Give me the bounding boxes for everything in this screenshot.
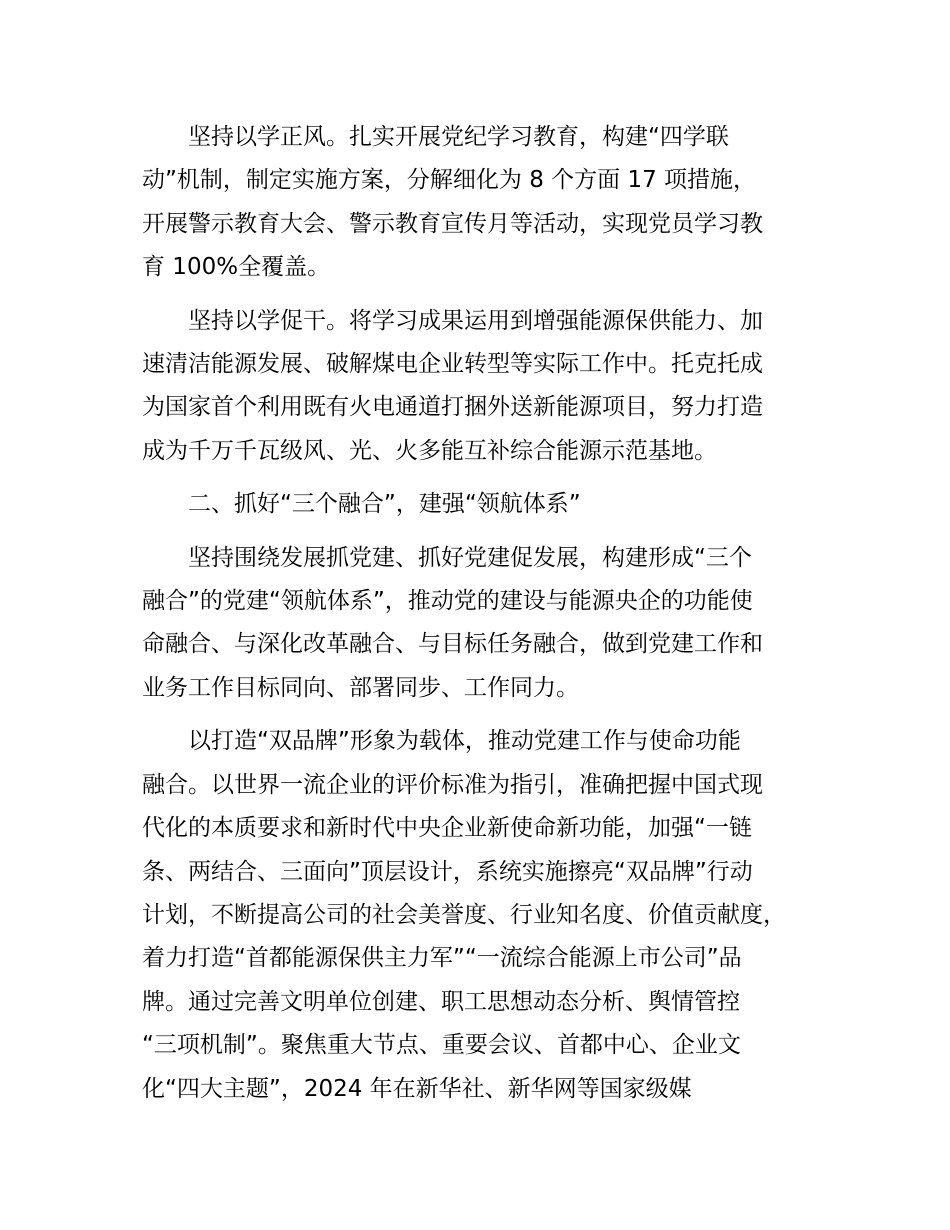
paragraph-study-work (142, 300, 832, 474)
text-line: 以打造“双品牌”形象为载体，推动党建工作与使命功能 (188, 728, 741, 755)
text-line: 化“四大主题”，2024 年在新华社、新华网等国家级媒 (142, 1075, 692, 1102)
section-heading (142, 483, 832, 526)
text-line: 融合”的党建“领航体系”，推动党的建设与能源央企的功能使 (142, 588, 753, 615)
paragraph-three-integrations (142, 537, 832, 711)
paragraph-dual-brand (142, 720, 832, 1111)
text-line: 为国家首个利用既有火电通道打捆外送新能源项目，努力打造 (142, 394, 763, 421)
text-line: 育 100%全覆盖。 (142, 254, 331, 281)
text-line: 条、两结合、三面向”顶层设计，系统实施擦亮“双品牌”行动 (142, 858, 753, 885)
text-line: 着力打造“首都能源保供主力军”“一流综合能源上市公司”品 (142, 945, 742, 972)
text-line: 融合。以世界一流企业的评价标准为指引，准确把握中国式现 (142, 771, 763, 798)
text-line: 坚持以学促干。将学习成果运用到增强能源保供能力、加 (188, 307, 763, 334)
text-line: 计划，不断提高公司的社会美誉度、行业知名度、价值贡献度， (142, 901, 786, 928)
text-line: 开展警示教育大会、警示教育宣传月等活动，实现党员学习教 (142, 210, 763, 237)
text-line: 坚持以学正风。扎实开展党纪学习教育，构建“四学联 (188, 124, 729, 150)
text-line: 成为千万千瓦级风、光、火多能互补综合能源示范基地。 (142, 437, 717, 464)
text-line: 牌。通过完善文明单位创建、职工思想动态分析、舆情管控 (142, 988, 740, 1015)
text-line: 坚持围绕发展抓党建、抓好党建促发展，构建形成“三个 (188, 544, 752, 571)
text-line: 动”机制，制定实施方案，分解细化为 8 个方面 17 项措施， (142, 167, 757, 194)
text-line: 速清洁能源发展、破解煤电企业转型等实际工作中。托克托成 (142, 351, 763, 378)
paragraph-study-style (142, 116, 832, 290)
document-body (142, 116, 832, 1121)
text-line: 业务工作目标同向、部署同步、工作同力。 (142, 674, 579, 701)
text-line: 命融合、与深化改革融合、与目标任务融合，做到党建工作和 (142, 631, 763, 658)
text-line: “三项机制”。聚焦重大节点、重要会议、首都中心、企业文 (142, 1032, 741, 1059)
heading-text: 二、抓好“三个融合”，建强“领航体系” (188, 491, 581, 518)
text-line: 代化的本质要求和新时代中央企业新使命新功能，加强“一链 (142, 815, 752, 842)
